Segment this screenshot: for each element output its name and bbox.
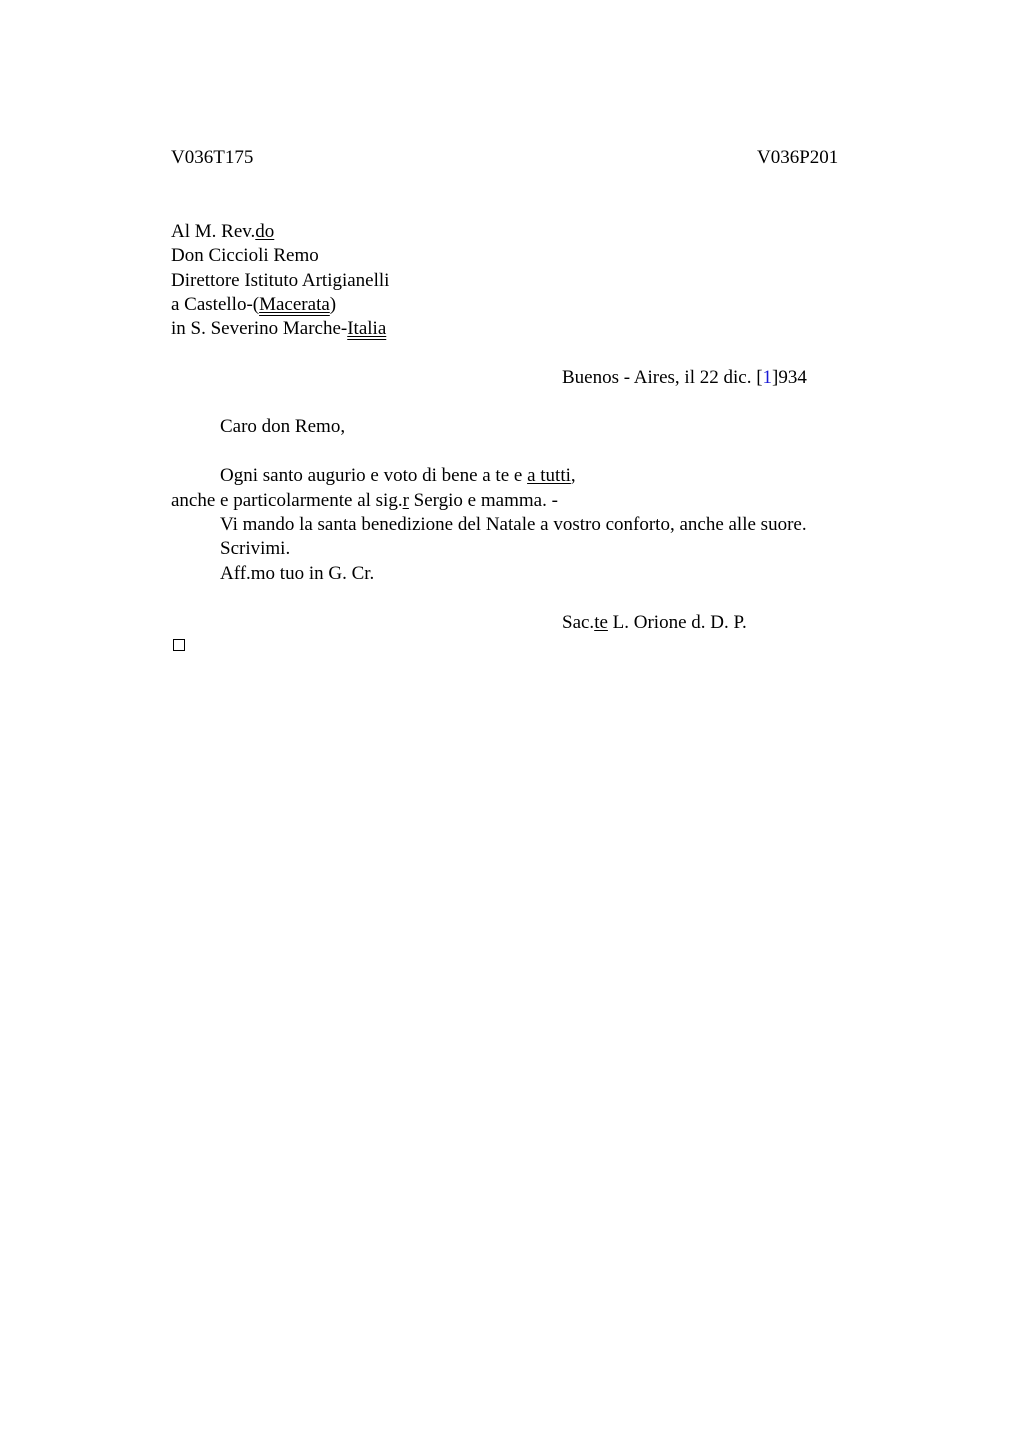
body-line-1: Ogni santo augurio e voto di bene a te e a tutti, — [220, 465, 576, 486]
date-bracket-digit: 1 — [762, 367, 773, 388]
body-line-3: Vi mando la santa benedizione del Natale a vostro conforto, anche alle suore. — [220, 514, 807, 535]
body-line-5: Aff.mo tuo in G. Cr. — [220, 563, 375, 584]
checkbox-glyph-icon — [173, 639, 185, 651]
address-line-4: a Castello-(Macerata) — [171, 294, 337, 315]
greeting: Caro don Remo, — [220, 416, 346, 437]
signature: Sac.te L. Orione d. D. P. — [562, 612, 747, 633]
document-code-right: V036P201 — [757, 147, 839, 168]
dateline: Buenos - Aires, il 22 dic. [1]934 — [562, 367, 807, 388]
body-line-2: anche e particolarmente al sig.r Sergio e mamma. - — [171, 490, 558, 511]
address-line-5: in S. Severino Marche-Italia — [171, 318, 387, 339]
address-line-1: Al M. Rev.do — [171, 221, 275, 242]
address-line-2: Don Ciccioli Remo — [171, 245, 319, 266]
document-code-left: V036T175 — [171, 147, 254, 168]
body-line-4: Scrivimi. — [220, 538, 291, 559]
address-line-3: Direttore Istituto Artigianelli — [171, 270, 390, 291]
